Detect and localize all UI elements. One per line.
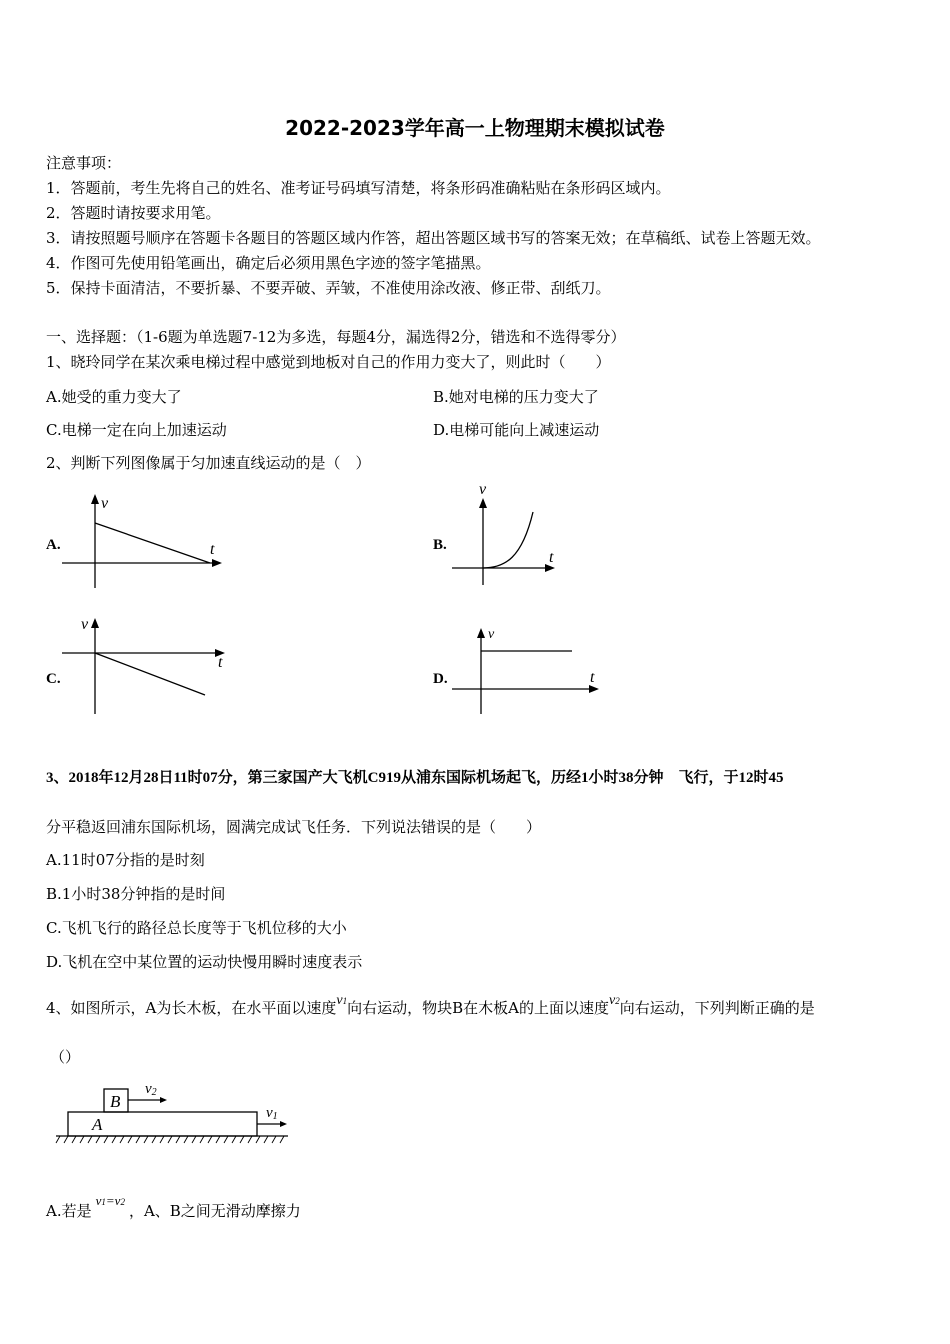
q2-label-a: A. <box>46 537 61 553</box>
q4-option-a: A.若是v1=v2 ，A、B之间无滑动摩擦力 <box>46 1193 301 1220</box>
page-title: 2022-2023学年高一上物理期末模拟试卷 <box>285 116 665 140</box>
q4-paren: （） <box>50 1048 81 1066</box>
q4-v2-symbol: v2 <box>608 993 620 1008</box>
q4-v1-symbol: v1 <box>336 993 348 1008</box>
q3-option-b: B.1小时38分钟指的是时间 <box>46 885 226 903</box>
q1-option-a: A.她受的重力变大了 <box>46 388 182 406</box>
q3-option-c: C.飞机飞行的路径总长度等于飞机位移的大小 <box>46 919 347 937</box>
q4-stem-part-3: 向右运动，下列判断正确的是 <box>619 999 815 1017</box>
axis-v: v <box>488 627 495 642</box>
q2-label-b: B. <box>433 537 447 553</box>
notice-item-3: 3．请按照题号顺序在答题卡各题目的答题区域内作答，超出答题区域书写的答案无效；在草稿纸、试卷上答题无效。 <box>46 229 821 247</box>
q2-label-c: C. <box>46 671 61 687</box>
axis-t: t <box>210 541 215 558</box>
notice-heading: 注意事项： <box>46 154 122 172</box>
notice-item-1: 1．答题前，考生先将自己的姓名、准考证号码填写清楚，将条形码准确粘贴在条形码区域内。 <box>46 179 671 197</box>
q2-label-d: D. <box>433 671 448 687</box>
notice-item-4: 4．作图可先使用铅笔画出，确定后必须用黑色字迹的签字笔描黑。 <box>46 254 491 272</box>
q3-stem-line-1: 3、2018年12月28日11时07分，第三家国产大飞机C919从浦东国际机场起飞，历经1小时38分钟 飞行，于12时45 <box>46 770 784 786</box>
label-v2: v2 <box>145 1081 157 1098</box>
axis-t: t <box>218 654 223 671</box>
q3-stem-line-2: 分平稳返回浦东国际机场，圆满完成试飞任务．下列说法错误的是（ ） <box>46 818 542 836</box>
q1-option-c: C.电梯一定在向上加速运动 <box>46 421 227 439</box>
q2-graph-c <box>60 612 235 717</box>
axis-v: v <box>81 616 89 633</box>
q4-figure <box>56 1080 296 1150</box>
section-heading: 一、选择题：（1-6题为单选题7-12为多选，每题4分，漏选得2分，错选和不选得零分） <box>46 328 626 346</box>
label-v1: v1 <box>266 1105 278 1122</box>
q4-stem-part-2: 向右运动，物块B在木板A的上面以速度 <box>347 999 609 1017</box>
axis-t: t <box>590 669 595 686</box>
q4-stem <box>46 993 815 1018</box>
axis-v: v <box>101 495 109 512</box>
q1-option-b: B.她对电梯的压力变大了 <box>433 388 599 406</box>
notice-item-2: 2．答题时请按要求用笔。 <box>46 204 221 222</box>
q1-option-d: D.电梯可能向上减速运动 <box>433 421 600 439</box>
q2-stem: 2、判断下列图像属于匀加速直线运动的是（ ） <box>46 454 371 472</box>
label-a: A <box>92 1115 103 1134</box>
q3-option-d: D.飞机在空中某位置的运动快慢用瞬时速度表示 <box>46 953 363 971</box>
label-b: B <box>110 1092 121 1111</box>
axis-t: t <box>549 549 554 566</box>
q2-graph-a <box>60 490 230 590</box>
axis-v: v <box>479 481 487 498</box>
q3-option-a: A.11时07分指的是时刻 <box>46 851 205 869</box>
q4-condition: v1=v2 <box>95 1193 125 1208</box>
q2-graph-b <box>450 480 570 590</box>
q2-graph-d <box>450 620 610 720</box>
notice-item-5: 5．保持卡面清洁，不要折暴、不要弄破、弄皱，不准使用涂改液、修正带、刮纸刀。 <box>46 279 611 297</box>
q4-stem-part-1: 4、如图所示，A为长木板，在水平面以速度 <box>46 999 337 1017</box>
q1-stem: 1、晓玲同学在某次乘电梯过程中感觉到地板对自己的作用力变大了，则此时（ ） <box>46 353 611 371</box>
